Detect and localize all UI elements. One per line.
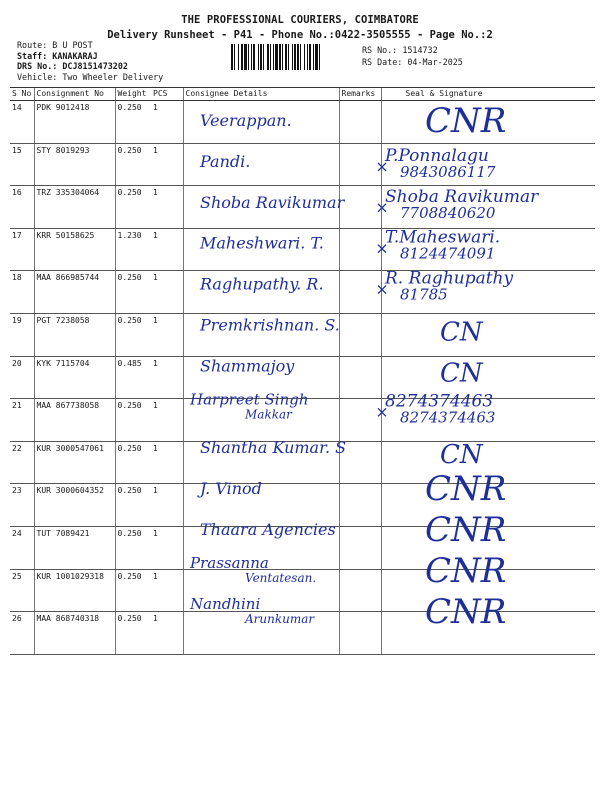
seal-cell xyxy=(381,228,595,271)
col-header-sno: S No xyxy=(10,88,34,101)
consignment-cell: STY 8019293 xyxy=(34,143,115,186)
remarks-cell xyxy=(339,569,381,612)
consignee-cell xyxy=(183,186,339,229)
consignee-handwriting: Raghupathy. R. xyxy=(200,274,324,294)
consignee-cell xyxy=(183,569,339,612)
consignee-handwriting: Prassanna xyxy=(190,553,269,572)
table-row xyxy=(10,526,595,569)
consignee-handwriting: Shantha Kumar. S xyxy=(200,438,347,458)
consignee-cell xyxy=(183,526,339,569)
vehicle-label: Vehicle: Two Wheeler Delivery xyxy=(17,71,164,82)
consignee-handwriting: Premkrishnan. S. xyxy=(200,315,340,335)
consignment-cell: KUR 1001029318 xyxy=(34,569,115,612)
consignee-handwriting: Nandhini xyxy=(190,594,261,613)
table-row xyxy=(10,313,595,356)
consignee-cell xyxy=(183,399,339,442)
consignee-cell xyxy=(183,313,339,356)
seal-handwriting: CN xyxy=(440,440,483,471)
sno-cell: 17 xyxy=(10,228,34,271)
weight-cell: 1.230 xyxy=(115,228,151,271)
weight-cell: 0.250 xyxy=(115,313,151,356)
seal-cell xyxy=(381,356,595,399)
weight-cell: 0.250 xyxy=(115,271,151,314)
seal-cell xyxy=(381,484,595,527)
consignee-handwriting: Harpreet Singh xyxy=(190,390,309,409)
seal-handwriting: CN xyxy=(440,317,483,348)
consignee-handwriting: Ventatesan. xyxy=(245,570,317,585)
consignee-cell xyxy=(183,612,339,655)
seal-handwriting: T.Maheswari. xyxy=(385,227,501,248)
sno-cell: 15 xyxy=(10,143,34,186)
remarks-cell xyxy=(339,271,381,314)
pcs-cell: 1 xyxy=(151,569,183,612)
remarks-cell xyxy=(339,484,381,527)
barcode xyxy=(231,44,355,70)
table-row xyxy=(10,441,595,484)
weight-cell: 0.250 xyxy=(115,186,151,229)
remarks-cell xyxy=(339,101,381,144)
consignee-handwriting: Arunkumar xyxy=(245,611,315,626)
runsheet-meta-left xyxy=(17,40,163,82)
consignee-handwriting: Makkar xyxy=(245,407,292,422)
remarks-cell xyxy=(339,441,381,484)
consignment-cell: PGT 7238058 xyxy=(34,313,115,356)
pcs-cell: 1 xyxy=(151,313,183,356)
consignment-cell: MAA 866985744 xyxy=(34,271,115,314)
consignee-handwriting: Maheshwari. T. xyxy=(200,233,324,253)
consignment-cell: KUR 3000547061 xyxy=(34,441,115,484)
consignee-handwriting: J. Vinod xyxy=(200,479,262,499)
delivery-table xyxy=(10,87,595,655)
drs-number: DRS No.: DCJ8151473202 xyxy=(17,61,128,72)
sno-cell: 20 xyxy=(10,356,34,399)
seal-cell xyxy=(381,143,595,186)
table-row xyxy=(10,228,595,271)
consignee-handwriting: Pandi. xyxy=(200,151,251,171)
seal-cell xyxy=(381,441,595,484)
seal-cell xyxy=(381,268,595,314)
sno-cell: 21 xyxy=(10,399,34,442)
consignee-cell xyxy=(183,271,339,314)
consignee-handwriting: Shoba Ravikumar xyxy=(200,192,345,212)
col-header-consignment: Consignment No xyxy=(34,88,115,101)
seal-handwriting: CNR xyxy=(425,510,507,550)
consignment-cell: MAA 867738058 xyxy=(34,399,115,442)
seal-cell xyxy=(381,186,595,229)
weight-cell: 0.250 xyxy=(115,101,151,144)
remarks-cell xyxy=(339,399,381,442)
col-header-weight: Weight xyxy=(115,88,151,101)
pcs-cell: 1 xyxy=(151,143,183,186)
pcs-cell: 1 xyxy=(151,526,183,569)
pcs-cell: 1 xyxy=(151,441,183,484)
table-row xyxy=(10,399,595,442)
seal-cell xyxy=(381,313,595,356)
sno-cell: 16 xyxy=(10,186,34,229)
consignee-cell xyxy=(183,101,339,144)
seal-handwriting: Shoba Ravikumar xyxy=(385,186,539,207)
remarks-cell xyxy=(339,356,381,399)
col-header-remarks: Remarks xyxy=(339,88,381,101)
seal-cell xyxy=(381,101,595,144)
seal-handwriting: CN xyxy=(440,358,483,389)
consignment-cell: PDK 9012418 xyxy=(34,101,115,144)
table-row xyxy=(10,356,595,399)
seal-cell xyxy=(381,399,595,442)
seal-handwriting: CNR xyxy=(425,469,507,510)
seal-handwriting: 7708840620 xyxy=(400,203,496,222)
remarks-cell xyxy=(339,526,381,569)
table-row xyxy=(10,186,595,229)
seal-cell xyxy=(381,526,595,569)
sno-cell: 19 xyxy=(10,313,34,356)
col-header-consignee: Consignee Details xyxy=(183,88,339,101)
remarks-cell xyxy=(339,186,381,229)
pcs-cell: 1 xyxy=(151,186,183,229)
pcs-cell: 1 xyxy=(151,356,183,399)
consignee-handwriting: Veerappan. xyxy=(200,111,292,130)
seal-handwriting: P.Ponnalagu xyxy=(385,145,489,166)
consignee-cell xyxy=(183,228,339,271)
seal-handwriting: 9843086117 xyxy=(400,162,496,181)
table-row xyxy=(10,271,595,314)
table-row xyxy=(10,612,595,655)
pcs-cell: 1 xyxy=(151,399,183,442)
seal-handwriting: R. Raghupathy xyxy=(385,268,514,289)
weight-cell: 0.250 xyxy=(115,569,151,612)
remarks-cell xyxy=(339,228,381,271)
sno-cell: 23 xyxy=(10,484,34,527)
seal-handwriting: 8124474091 xyxy=(400,244,496,263)
pcs-cell: 1 xyxy=(151,612,183,655)
seal-handwriting: 8274374463 xyxy=(400,408,496,427)
table-row xyxy=(10,569,595,612)
sno-cell: 26 xyxy=(10,612,34,655)
sno-cell: 14 xyxy=(10,101,34,144)
consignment-cell: KYK 7115704 xyxy=(34,356,115,399)
remarks-cell xyxy=(339,313,381,356)
pcs-cell: 1 xyxy=(151,101,183,144)
col-header-seal: Seal & Signature xyxy=(381,88,595,101)
seal-handwriting: CNR xyxy=(425,550,507,591)
weight-cell: 0.250 xyxy=(115,399,151,442)
remarks-cell xyxy=(339,143,381,186)
weight-cell: 0.250 xyxy=(115,484,151,527)
weight-cell: 0.250 xyxy=(115,526,151,569)
consignee-cell xyxy=(183,143,339,186)
staff-label: Staff: KANAKARAJ xyxy=(17,50,98,61)
seal-handwriting: 81785 xyxy=(400,285,448,304)
remarks-cell xyxy=(339,612,381,655)
seal-handwriting: CNR xyxy=(425,591,507,632)
table-row xyxy=(10,101,595,144)
pcs-cell: 1 xyxy=(151,271,183,314)
consignment-cell: KRR 50158625 xyxy=(34,228,115,271)
document-title: THE PROFESSIONAL COURIERS, COIMBATORE xyxy=(181,14,419,26)
weight-cell: 0.250 xyxy=(115,612,151,655)
weight-cell: 0.250 xyxy=(115,441,151,484)
runsheet-meta-right xyxy=(362,44,463,68)
sno-cell: 18 xyxy=(10,271,34,314)
table-header-row xyxy=(10,88,595,101)
seal-handwriting: 8274374463 xyxy=(385,391,494,412)
rs-number: RS No.: 1514732 xyxy=(362,45,438,55)
runsheet-subtitle: Delivery Runsheet - P41 - Phone No.:0422-3505555 - Page No.:2 xyxy=(107,29,493,41)
consignee-handwriting: Shammajoy xyxy=(200,356,295,376)
consignee-cell xyxy=(183,356,339,399)
table-row xyxy=(10,143,595,186)
pcs-cell: 1 xyxy=(151,228,183,271)
pcs-cell: 1 xyxy=(151,484,183,527)
col-header-pcs: PCS xyxy=(151,88,183,101)
rs-date: RS Date: 04-Mar-2025 xyxy=(362,57,463,67)
consignment-cell: TUT 7089421 xyxy=(34,526,115,569)
consignee-handwriting: Thaara Agencies xyxy=(200,520,336,539)
weight-cell: 0.250 xyxy=(115,143,151,186)
consignment-cell: MAA 868740318 xyxy=(34,612,115,655)
consignment-cell: TRZ 335304064 xyxy=(34,186,115,229)
route-label: Route: B U POST xyxy=(17,40,93,50)
sno-cell: 22 xyxy=(10,441,34,484)
sno-cell: 25 xyxy=(10,569,34,612)
weight-cell: 0.485 xyxy=(115,356,151,399)
seal-handwriting: CNR xyxy=(425,101,507,141)
consignee-cell xyxy=(183,484,339,527)
table-row xyxy=(10,484,595,527)
consignment-cell: KUR 3000604352 xyxy=(34,484,115,527)
seal-cell xyxy=(381,569,595,612)
seal-cell xyxy=(381,612,595,655)
sno-cell: 24 xyxy=(10,526,34,569)
consignee-cell xyxy=(183,441,339,484)
